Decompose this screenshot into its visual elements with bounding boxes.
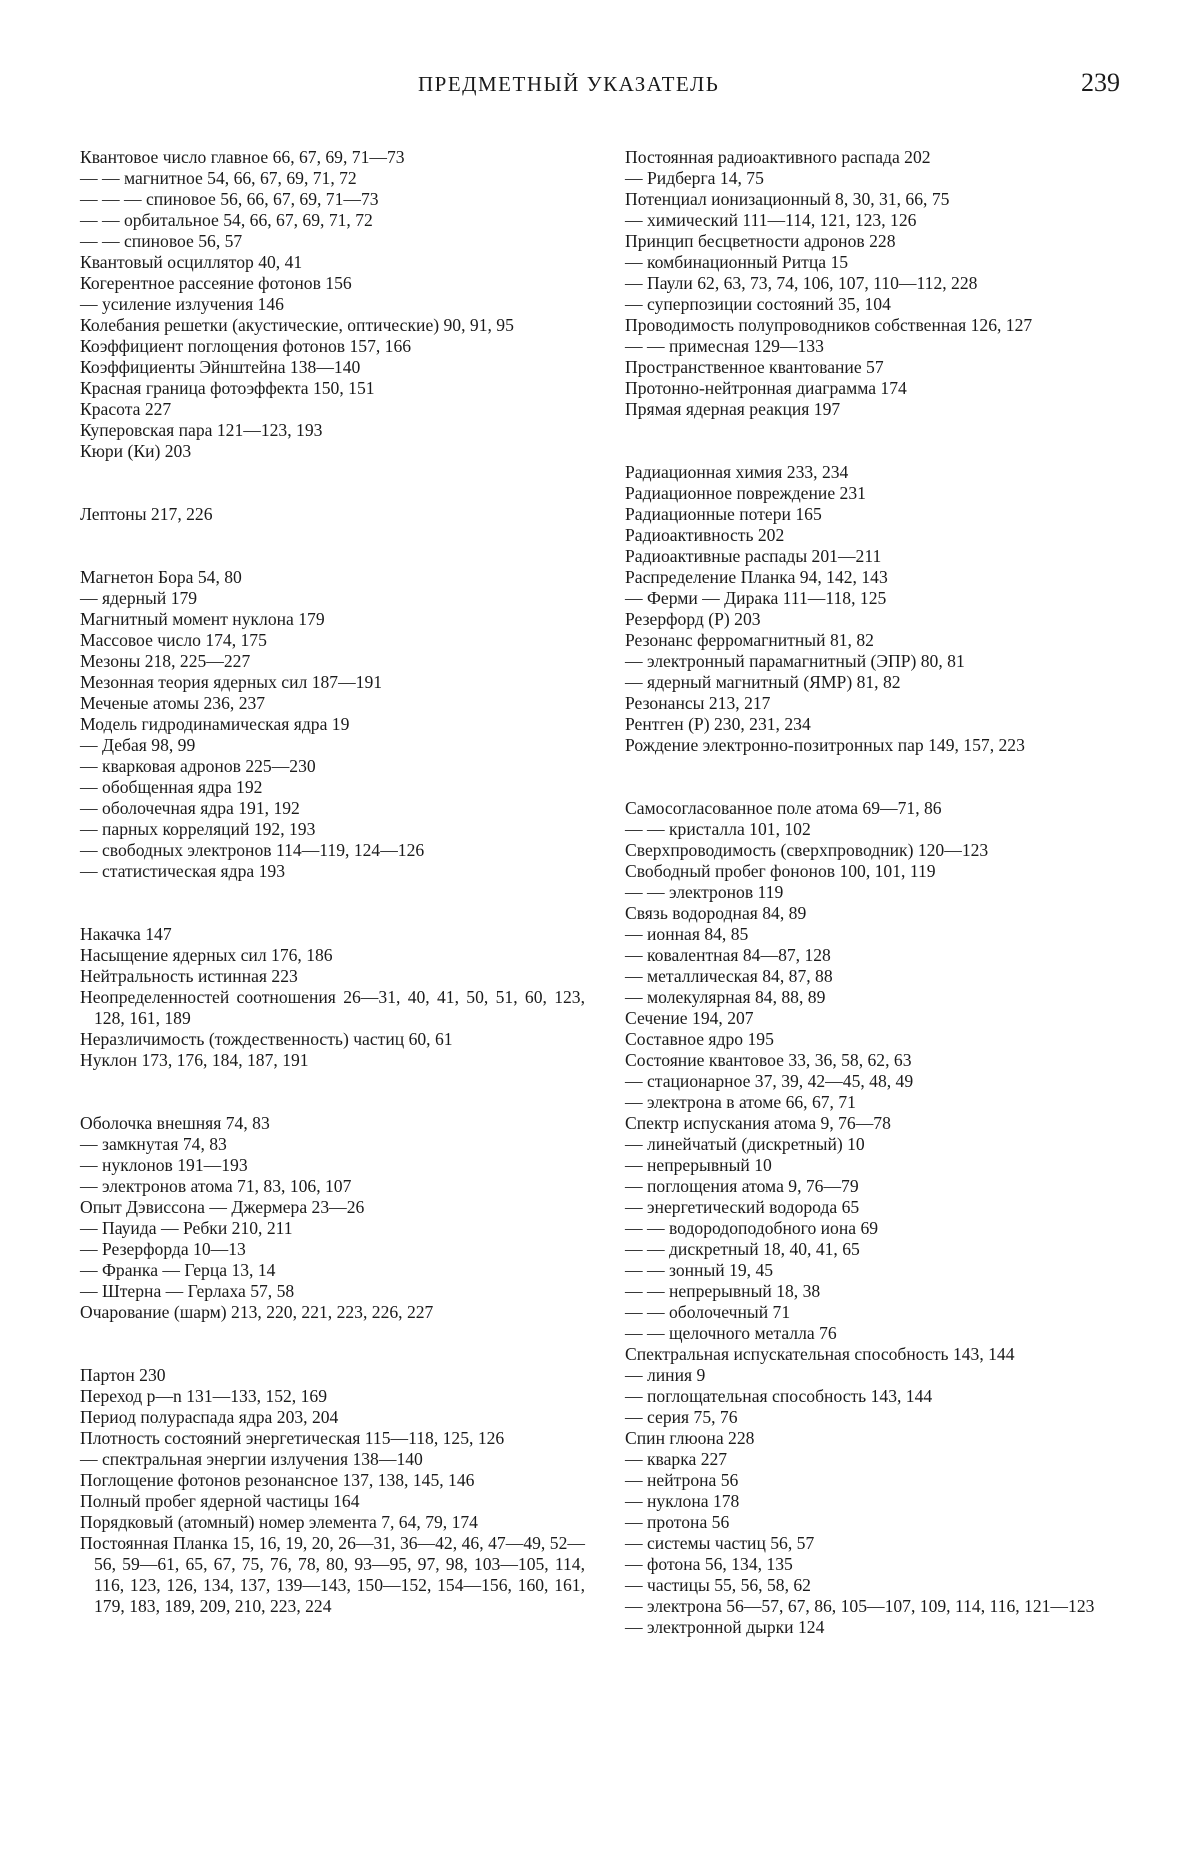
- index-entry: — суперпозиции состояний 35, 104: [625, 294, 891, 314]
- index-entry: — электронный парамагнитный (ЭПР) 80, 81: [625, 651, 965, 671]
- index-entry: — — магнитное 54, 66, 67, 69, 71, 72: [80, 168, 357, 188]
- index-entry: — Паули 62, 63, 73, 74, 106, 107, 110—112, 228: [625, 273, 978, 293]
- index-entry: Красная граница фотоэффекта 150, 151: [80, 378, 375, 398]
- index-entry: — ядерный 179: [80, 588, 198, 608]
- index-entry: — комбинационный Ритца 15: [625, 252, 849, 272]
- index-entry: — металлическая 84, 87, 88: [625, 966, 833, 986]
- index-entry: — — электронов 119: [625, 882, 784, 902]
- index-entry: — — зонный 19, 45: [625, 1260, 774, 1280]
- index-entry: Спектральная испускательная способность 143, 144: [625, 1344, 1015, 1364]
- index-entry: — Ридберга 14, 75: [625, 168, 764, 188]
- index-entry: Резонансы 213, 217: [625, 693, 771, 713]
- index-entry: Период полураспада ядра 203, 204: [80, 1407, 339, 1427]
- index-letter-group: [80, 1365, 585, 1617]
- index-entry: — Резерфорда 10—13: [80, 1239, 246, 1259]
- index-entry: — непрерывный 10: [625, 1155, 772, 1175]
- index-entry: — — спиновое 56, 57: [80, 231, 243, 251]
- index-entry: Мезоны 218, 225—227: [80, 651, 251, 671]
- index-entry: Магнитный момент нуклона 179: [80, 609, 325, 629]
- index-letter-group: [80, 567, 585, 882]
- index-entry: — ядерный магнитный (ЯМР) 81, 82: [625, 672, 901, 692]
- index-entry: Полный пробег ядерной частицы 164: [80, 1491, 360, 1511]
- index-letter-group: [80, 147, 585, 462]
- index-entry: Плотность состояний энергетическая 115—118, 125, 126: [80, 1428, 505, 1448]
- index-entry: Распределение Планка 94, 142, 143: [625, 567, 888, 587]
- index-entry: Колебания решетки (акустические, оптические) 90, 91, 95: [80, 315, 514, 335]
- index-column-right: [625, 147, 1130, 1680]
- index-entry: Нейтральность истинная 223: [80, 966, 298, 986]
- index-entry: Когерентное рассеяние фотонов 156: [80, 273, 352, 293]
- index-letter-group: [625, 462, 1130, 756]
- index-entry: — нуклона 178: [625, 1491, 740, 1511]
- index-entry: — электронной дырки 124: [625, 1617, 825, 1637]
- index-entry: — частицы 55, 56, 58, 62: [625, 1575, 811, 1595]
- index-entry: Рождение электронно-позитронных пар 149, 157, 223: [625, 735, 1025, 755]
- index-entry: Резонанс ферромагнитный 81, 82: [625, 630, 874, 650]
- index-entry: — обобщенная ядра 192: [80, 777, 263, 797]
- index-entry: — энергетический водорода 65: [625, 1197, 860, 1217]
- index-entry: — нуклонов 191—193: [80, 1155, 248, 1175]
- index-entry: — электронов атома 71, 83, 106, 107: [80, 1176, 352, 1196]
- index-entry: Пространственное квантование 57: [625, 357, 884, 377]
- index-entry: Нуклон 173, 176, 184, 187, 191: [80, 1050, 309, 1070]
- index-entry: — ионная 84, 85: [625, 924, 749, 944]
- index-entry: Поглощение фотонов резонансное 137, 138, 145, 146: [80, 1470, 475, 1490]
- index-entry: — свободных электронов 114—119, 124—126: [80, 840, 425, 860]
- index-entry: Прямая ядерная реакция 197: [625, 399, 841, 419]
- index-entry: — фотона 56, 134, 135: [625, 1554, 793, 1574]
- index-entry: Сверхпроводимость (сверхпроводник) 120—123: [625, 840, 989, 860]
- index-entry: Насыщение ядерных сил 176, 186: [80, 945, 333, 965]
- index-entry: Партон 230: [80, 1365, 166, 1385]
- index-entry: — — орбитальное 54, 66, 67, 69, 71, 72: [80, 210, 373, 230]
- index-entry: Состояние квантовое 33, 36, 58, 62, 63: [625, 1050, 912, 1070]
- index-entry: Переход p—n 131—133, 152, 169: [80, 1386, 327, 1406]
- index-entry: Магнетон Бора 54, 80: [80, 567, 242, 587]
- running-title: ПРЕДМЕТНЫЙ УКАЗАТЕЛЬ: [418, 72, 720, 96]
- index-entry: — линия 9: [625, 1365, 706, 1385]
- index-entry: Радиоактивные распады 201—211: [625, 546, 882, 566]
- page-header: [0, 68, 1200, 108]
- index-entry: — кварковая адронов 225—230: [80, 756, 316, 776]
- index-entry: Резерфорд (Р) 203: [625, 609, 761, 629]
- index-entry: — — — спиновое 56, 66, 67, 69, 71—73: [80, 189, 379, 209]
- index-entry: — системы частиц 56, 57: [625, 1533, 815, 1553]
- index-entry: Принцип бесцветности адронов 228: [625, 231, 896, 251]
- index-entry: — химический 111—114, 121, 123, 126: [625, 210, 917, 230]
- index-entry: — поглощательная способность 143, 144: [625, 1386, 933, 1406]
- index-entry: Радиационное повреждение 231: [625, 483, 866, 503]
- index-entry: Красота 227: [80, 399, 172, 419]
- index-entry: Радиоактивность 202: [625, 525, 785, 545]
- index-entry: — — дискретный 18, 40, 41, 65: [625, 1239, 860, 1259]
- index-entry: Рентген (Р) 230, 231, 234: [625, 714, 811, 734]
- index-entry: Куперовская пара 121—123, 193: [80, 420, 323, 440]
- index-entry: Постоянная радиоактивного распада 202: [625, 147, 931, 167]
- index-entry: Квантовое число главное 66, 67, 69, 71—73: [80, 147, 405, 167]
- index-entry: — Штерна — Герлаха 57, 58: [80, 1281, 295, 1301]
- index-letter-group: [80, 1113, 585, 1323]
- index-entry: — Ферми — Дирака 111—118, 125: [625, 588, 887, 608]
- index-entry: — — кристалла 101, 102: [625, 819, 811, 839]
- index-entry: — спектральная энергии излучения 138—140: [80, 1449, 423, 1469]
- index-entry: — — примесная 129—133: [625, 336, 824, 356]
- index-entry: Свободный пробег фононов 100, 101, 119: [625, 861, 936, 881]
- index-entry: — оболочечная ядра 191, 192: [80, 798, 300, 818]
- page-number: 239: [1081, 68, 1120, 97]
- index-entry: Мезонная теория ядерных сил 187—191: [80, 672, 383, 692]
- index-entry: Составное ядро 195: [625, 1029, 774, 1049]
- index-entry: — поглощения атома 9, 76—79: [625, 1176, 859, 1196]
- index-entry: Спектр испускания атома 9, 76—78: [625, 1113, 891, 1133]
- index-entry: Коэффициент поглощения фотонов 157, 166: [80, 336, 412, 356]
- index-entry: Лептоны 217, 226: [80, 504, 213, 524]
- index-entry: Сечение 194, 207: [625, 1008, 754, 1028]
- index-entry: — электрона в атоме 66, 67, 71: [625, 1092, 856, 1112]
- index-entry: Протонно-нейтронная диаграмма 174: [625, 378, 907, 398]
- index-letter-group: [625, 798, 1130, 1638]
- index-entry: — — оболочечный 71: [625, 1302, 791, 1322]
- index-entry: Меченые атомы 236, 237: [80, 693, 266, 713]
- index-entry: — серия 75, 76: [625, 1407, 738, 1427]
- index-entry: — — водородоподобного иона 69: [625, 1218, 879, 1238]
- index-entry: Кюри (Ки) 203: [80, 441, 192, 461]
- index-entry: Оболочка внешняя 74, 83: [80, 1113, 270, 1133]
- index-entry: — — непрерывный 18, 38: [625, 1281, 821, 1301]
- index-letter-group: [625, 147, 1130, 420]
- index-entry: — протона 56: [625, 1512, 730, 1532]
- index-entry: — Франка — Герца 13, 14: [80, 1260, 276, 1280]
- index-entry: Проводимость полупроводников собственная 126, 127: [625, 315, 1033, 335]
- index-entry: — нейтрона 56: [625, 1470, 739, 1490]
- index-entry: Квантовый осциллятор 40, 41: [80, 252, 303, 272]
- index-entry: Массовое число 174, 175: [80, 630, 267, 650]
- index-entry: Радиационная химия 233, 234: [625, 462, 849, 482]
- index-entry: Порядковый (атомный) номер элемента 7, 64, 79, 174: [80, 1512, 478, 1532]
- index-entry: Самосогласованное поле атома 69—71, 86: [625, 798, 942, 818]
- index-entry: Опыт Дэвиссона — Джермера 23—26: [80, 1197, 365, 1217]
- index-entry: — статистическая ядра 193: [80, 861, 285, 881]
- index-entry: — парных корреляций 192, 193: [80, 819, 316, 839]
- index-entry: — — щелочного металла 76: [625, 1323, 837, 1343]
- index-entry: — стационарное 37, 39, 42—45, 48, 49: [625, 1071, 914, 1091]
- index-entry: Потенциал ионизационный 8, 30, 31, 66, 75: [625, 189, 950, 209]
- index-entry: Модель гидродинамическая ядра 19: [80, 714, 350, 734]
- index-entry: Радиационные потери 165: [625, 504, 822, 524]
- index-entry: — электрона 56—57, 67, 86, 105—107, 109, 114, 116, 121—123: [625, 1596, 1095, 1616]
- index-entry: Очарование (шарм) 213, 220, 221, 223, 226, 227: [80, 1302, 434, 1322]
- index-entry: Неопределенностей соотношения 26—31, 40, 41, 50, 51, 60, 123, 128, 161, 189: [80, 987, 585, 1028]
- index-entry: Коэффициенты Эйнштейна 138—140: [80, 357, 361, 377]
- index-entry: — замкнутая 74, 83: [80, 1134, 227, 1154]
- index-entry: Неразличимость (тождественность) частиц 60, 61: [80, 1029, 453, 1049]
- index-entry: — молекулярная 84, 88, 89: [625, 987, 826, 1007]
- index-column-left: [80, 147, 585, 1659]
- index-entry: — линейчатый (дискретный) 10: [625, 1134, 865, 1154]
- index-entry: Связь водородная 84, 89: [625, 903, 807, 923]
- index-entry: — усиление излучения 146: [80, 294, 284, 314]
- index-entry: — Дебая 98, 99: [80, 735, 196, 755]
- index-entry: Накачка 147: [80, 924, 172, 944]
- index-entry: Постоянная Планка 15, 16, 19, 20, 26—31, 36—42, 46, 47—49, 52—56, 59—61, 65, 67, 75, 76, 78, 80, 93—95, 97, 98, 103—105, 114, 116, 123, 126, 134, 137, 139—143, 150—152, 154—156, 160, 161, 179, 183, 189, 209, 210, 223, 224: [80, 1533, 585, 1616]
- index-letter-group: [80, 924, 585, 1071]
- index-letter-group: [80, 504, 585, 525]
- index-entry: — Пауида — Ребки 210, 211: [80, 1218, 293, 1238]
- index-entry: — ковалентная 84—87, 128: [625, 945, 831, 965]
- index-entry: Спин глюона 228: [625, 1428, 755, 1448]
- index-entry: — кварка 227: [625, 1449, 728, 1469]
